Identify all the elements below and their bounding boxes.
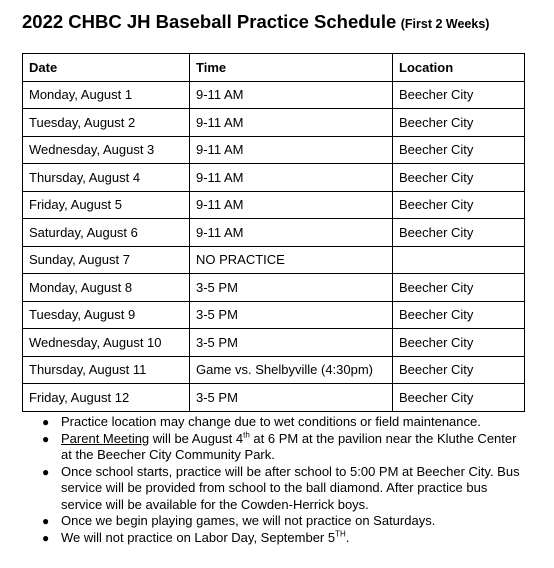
table-header-row [23,54,525,82]
header-date: Date [23,54,190,82]
list-item [42,464,532,514]
cell-location: Beecher City [393,329,525,357]
note-parent-meeting-part1: will be August 4 [149,430,244,446]
table-row [23,246,525,274]
cell-time: 9-11 AM [190,109,393,137]
table-row [23,81,525,109]
table-row [23,356,525,384]
cell-location: Beecher City [393,164,525,192]
table-row [23,301,525,329]
cell-date: Tuesday, August 9 [23,301,190,329]
cell-date: Friday, August 5 [23,191,190,219]
bullet-icon: ● [42,514,50,528]
bullet-icon: ● [42,464,50,479]
ordinal-suffix: TH [335,529,346,539]
table-row [23,384,525,412]
table-row [23,164,525,192]
note-school-line1: Once school starts, practice will be after school to 5:00 PM at Beecher City. Bus [61,463,520,479]
cell-time: NO PRACTICE [190,246,393,274]
cell-date: Sunday, August 7 [23,246,190,274]
note-school-line2: service will be provided from school to the ball diamond. After practice bus [61,480,488,495]
note-location-change: Practice location may change due to wet conditions or field maintenance. [61,414,481,429]
list-item [42,530,532,547]
notes-list [42,414,532,546]
bullet-icon: ● [42,415,50,429]
note-saturdays: Once we begin playing games, we will not practice on Saturdays. [61,513,436,528]
note-labor-day: We will not practice on Labor Day, September 5 [61,529,336,545]
note-school-line3: service will be available for the Cowden-Herrick boys. [61,496,369,512]
cell-time: 3-5 PM [190,329,393,357]
cell-date: Thursday, August 4 [23,164,190,192]
cell-date: Friday, August 12 [23,384,190,412]
parent-meeting-label: Parent Meeting [61,430,150,446]
cell-location: Beecher City [393,136,525,164]
cell-location: Beecher City [393,109,525,137]
table-row [23,136,525,164]
cell-date: Tuesday, August 2 [23,109,190,137]
note-parent-meeting-part2: at 6 PM at the pavilion near the Kluthe Center [249,430,517,446]
page-title [22,11,489,33]
cell-date: Monday, August 1 [23,81,190,109]
table-row [23,274,525,302]
cell-time: 9-11 AM [190,81,393,109]
cell-location: Beecher City [393,384,525,412]
cell-date: Monday, August 8 [23,274,190,302]
cell-location: Beecher City [393,356,525,384]
header-location: Location [393,54,525,82]
cell-location: Beecher City [393,219,525,247]
table-row [23,109,525,137]
cell-date: Wednesday, August 3 [23,136,190,164]
cell-time: Game vs. Shelbyville (4:30pm) [190,356,393,384]
list-item [42,414,532,431]
bullet-icon: ● [42,431,50,446]
title-main: 2022 CHBC JH Baseball Practice Schedule [22,11,397,32]
note-parent-meeting-line2: at the Beecher City Community Park. [61,447,275,462]
note-labor-day-end: . [345,529,350,545]
cell-location: Beecher City [393,301,525,329]
cell-time: 3-5 PM [190,274,393,302]
cell-time: 9-11 AM [190,219,393,247]
table-row [23,191,525,219]
ordinal-suffix: th [243,430,250,440]
cell-location: Beecher City [393,81,525,109]
schedule-rows [23,81,525,411]
cell-location: Beecher City [393,191,525,219]
header-time: Time [190,54,393,82]
cell-date: Wednesday, August 10 [23,329,190,357]
list-item [42,431,532,464]
cell-time: 9-11 AM [190,136,393,164]
table-row [23,329,525,357]
cell-time: 9-11 AM [190,191,393,219]
table-row [23,219,525,247]
cell-time: 3-5 PM [190,301,393,329]
title-subtitle: (First 2 Weeks) [400,17,490,31]
list-item [42,513,532,530]
schedule-table [22,53,525,412]
bullet-icon: ● [42,530,50,545]
cell-date: Thursday, August 11 [23,356,190,384]
cell-time: 3-5 PM [190,384,393,412]
cell-date: Saturday, August 6 [23,219,190,247]
cell-location [393,246,525,274]
cell-time: 9-11 AM [190,164,393,192]
cell-location: Beecher City [393,274,525,302]
